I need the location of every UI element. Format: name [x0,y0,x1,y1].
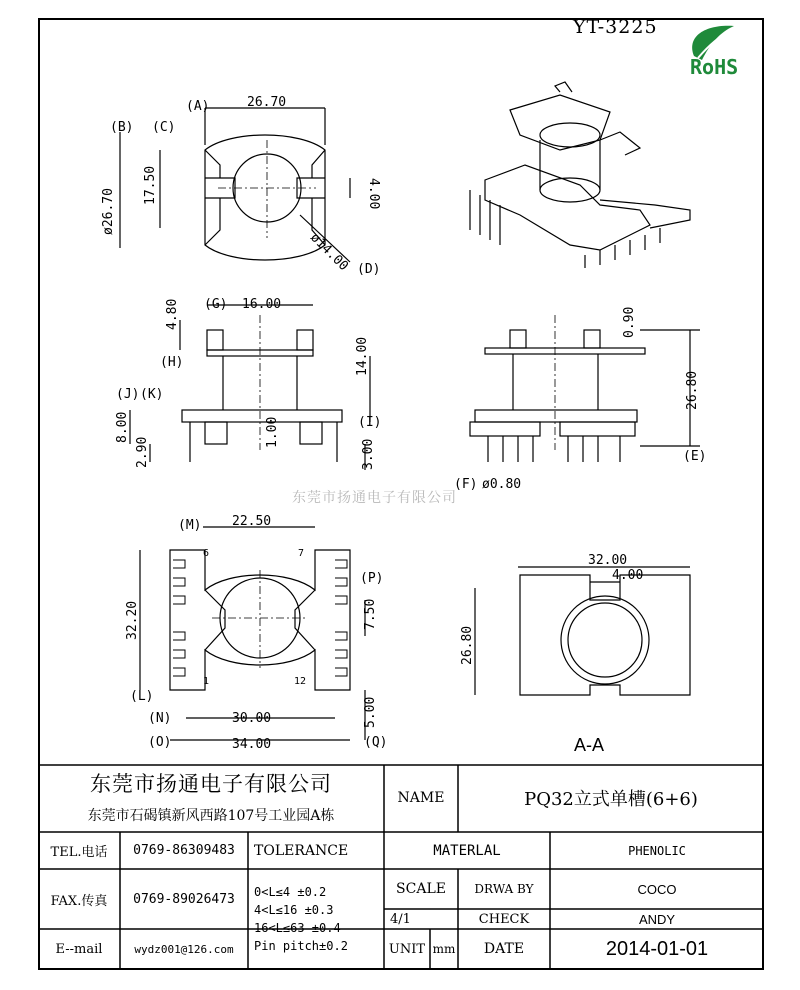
label-j: (J) [116,387,140,402]
label-g: (G) [204,297,228,312]
dim-dia-14-00: ø14.00 [307,230,351,275]
section-view [475,567,690,695]
dim-22-50: 22.50 [232,514,272,529]
bottom-view [140,527,365,740]
email-label: E--mail [55,941,103,957]
pin-6: 6 [203,548,210,559]
company-name: 东莞市扬通电子有限公司 [90,772,332,796]
tolerance-values [248,869,384,969]
watermark: 东莞市扬通电子有限公司 [292,490,457,506]
company-address: 东莞市石碣镇新风西路107号工业园A栋 [87,808,335,824]
label-q: (Q) [364,735,388,750]
label-f: (F) [454,477,478,492]
dim-4-80: 4.80 [165,298,180,330]
pin-1: 1 [203,676,210,687]
dim-26-80-b: 26.80 [460,625,475,665]
dim-5-00: 5.00 [363,696,378,728]
label-e: (E) [683,449,707,464]
label-o: (O) [148,735,172,750]
check-label: CHECK [478,911,530,927]
dim-2-90: 2.90 [135,436,150,468]
section-caption: A-A [574,735,605,755]
dim-32-20: 32.20 [125,600,140,640]
tel-value: 0769-86309483 [133,843,235,858]
unit-label: UNIT [388,941,426,957]
dim-4-00: 4.00 [366,178,381,210]
dim-0-90: 0.90 [622,306,637,338]
dim-8-00: 8.00 [115,411,130,443]
label-k: (K) [140,387,164,402]
title-block [38,764,764,970]
date-label: DATE [483,941,525,957]
name-value: PQ32立式单槽(6+6) [524,789,698,810]
name-label: NAME [397,790,445,806]
label-d: (D) [357,262,381,277]
tolerance-line-2: 4<L≤16 ±0.3 [254,903,334,917]
dim-3-00: 3.00 [361,438,376,470]
scale-value: 4/1 [390,911,411,927]
pin-7: 7 [298,548,305,559]
fax-label: FAX.传真 [50,893,108,909]
material-label: MATERLAL [433,842,501,859]
dim-32-00: 32.00 [588,553,628,568]
dim-1-00: 1.00 [265,416,280,448]
tolerance-line-1: 0<L≤4 ±0.2 [254,885,327,899]
drwa-value: COCO [637,881,677,897]
email-value: wydz001@126.com [134,942,234,956]
dim-4-00-b: 4.00 [612,568,644,583]
rohs-text: RoHS [690,55,739,78]
pin-12: 12 [294,676,307,687]
label-c: (C) [152,120,176,135]
front-view [470,315,700,462]
material-value: PHENOLIC [628,843,686,858]
fax-value: 0769-89026473 [133,891,235,907]
isometric-view [470,82,690,268]
dim-dia-26-70: ø26.70 [101,188,116,235]
dim-26-80: 26.80 [685,370,700,410]
check-value: ANDY [638,911,676,927]
label-a: (A) [186,99,210,114]
dim-7-50: 7.50 [363,598,378,630]
tolerance-line-4: Pin pitch±0.2 [254,939,348,953]
drwa-label: DRWA BY [474,882,534,896]
date-value: 2014-01-01 [605,937,709,960]
dim-30-00: 30.00 [232,711,272,726]
label-l: (L) [130,689,154,704]
model-number: YT-3225 [573,16,658,38]
scale-label: SCALE [396,881,446,897]
dim-16-00: 16.00 [242,297,282,312]
unit-value: mm [432,942,456,956]
dim-17-50: 17.50 [143,165,158,205]
label-i: (I) [358,415,382,430]
tolerance-label: TOLERANCE [254,842,349,859]
label-h: (H) [160,355,184,370]
dim-34-00: 34.00 [232,737,272,752]
tolerance-line-3: 16<L≤63 ±0.4 [254,921,341,935]
label-n: (N) [148,711,172,726]
dim-dia-0-80: ø0.80 [482,477,522,492]
tel-label: TEL.电话 [50,845,108,860]
label-b: (B) [110,120,134,135]
label-m: (M) [178,518,202,533]
dim-14-00: 14.00 [355,336,370,376]
label-p: (P) [360,571,384,586]
dim-26-70: 26.70 [247,95,287,110]
